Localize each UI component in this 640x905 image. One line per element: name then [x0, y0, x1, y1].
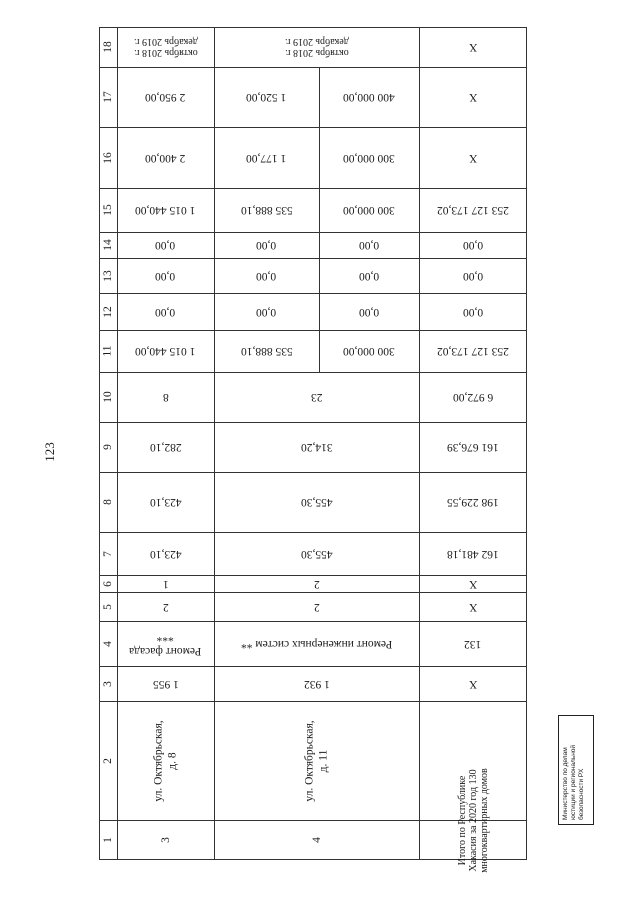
- total-col7: 162 481,18: [447, 547, 499, 560]
- row3-col11: 1 015 440,00: [135, 345, 196, 357]
- row4-col10: 23: [310, 391, 323, 403]
- row4a-col11: 535 888,10: [240, 345, 293, 357]
- rotated-table: 1 2 3 4 5 6 7 8 9 10 11 12 13 14 15 16 17 18 3 ул. Октябрьская, д. 8 1 955 Ремонт фасада *** 2 1 423,10 423,10 282,10 8 1 015 440,00 0,00 0,00 0,00 1 015 440,00 2 400,00 2 950,00 октябрь 2018 г. декабрь 2019 г. 4 ул. Октябрьская, д. 11 1 932 Ремонт инженерных систем ** 2 2 455,30 455,30 314,20 23 535 888,10 300 000,00 0,00 0,00 0,00 0,00 0,00 0,00 535 888,10 300 000,00 1 177,00 300 000,00 1 520,00 400 000,00 октябрь 2018 г. декабрь 2019 г. Итого по Республике Хакасия за 2020 год 130 многоквартирных домов X 132 X X 162 481,18 198 229,55 161 676,39 6 972,00 253 127 173,02 0,00 0,00 0,00 253 127 173,02 X X X: [99, 27, 527, 860]
- row4a-col13: 0,00: [256, 269, 277, 282]
- column-number-6: 6: [102, 580, 114, 587]
- column-number-9: 9: [102, 444, 114, 450]
- stamp-line: юстиции и региональной: [570, 744, 577, 820]
- column-number-18: 18: [102, 41, 114, 53]
- row4-col4: Ремонт инженерных систем **: [240, 637, 393, 650]
- row4b-col15: 300 000,00: [343, 204, 395, 216]
- row4b-col11: 300 000,00: [343, 345, 395, 357]
- row3-col15: 1 015 440,00: [135, 204, 196, 216]
- total-col8: 198 229,55: [447, 496, 499, 508]
- column-number-13: 13: [102, 269, 114, 282]
- total-col12: 0,00: [462, 305, 484, 318]
- total-col17: X: [468, 91, 478, 103]
- row4-col8: 455,30: [300, 496, 333, 508]
- ministry-stamp: [558, 715, 594, 825]
- page-number: 123: [42, 442, 57, 462]
- total-col3: X: [468, 677, 478, 690]
- total-col4: 132: [464, 637, 482, 650]
- row3-col10: 8: [162, 391, 169, 403]
- column-number-15: 15: [102, 204, 114, 216]
- column-number-4: 4: [102, 640, 114, 647]
- stamp-line: безопасности РХ: [578, 768, 585, 820]
- total-col5: X: [468, 600, 478, 613]
- row3-col14: 0,00: [155, 239, 176, 251]
- row4a-col12: 0,00: [256, 305, 277, 318]
- row3-col17: 2 950,00: [145, 91, 186, 103]
- column-number-11: 11: [101, 345, 114, 357]
- row4b-col14: 0,00: [358, 239, 380, 251]
- row3-col12: 0,00: [155, 305, 176, 318]
- row3-col7: 423,10: [149, 547, 182, 560]
- column-number-2: 2: [102, 757, 114, 764]
- row4a-col17: 1 520,00: [246, 91, 287, 103]
- row4a-col15: 535 888,10: [240, 204, 293, 216]
- column-number-3: 3: [102, 680, 114, 687]
- row4a-col14: 0,00: [256, 239, 277, 251]
- row3-col8: 423,10: [149, 496, 182, 508]
- row4-col3: 1 932: [303, 677, 330, 690]
- column-number-5: 5: [102, 603, 114, 610]
- row3-col5: 2: [162, 600, 169, 613]
- row3-col4: Ремонт фасада ***: [129, 630, 202, 657]
- row4-col5: 2: [313, 600, 320, 613]
- column-number-7: 7: [102, 550, 114, 557]
- total-col13: 0,00: [462, 269, 484, 282]
- total-col11: 253 127 173,02: [437, 345, 509, 357]
- row3-col9: 282,10: [149, 441, 182, 453]
- total-col10: 6 972,00: [452, 391, 494, 403]
- row4-col18: октябрь 2018 г. декабрь 2019 г.: [284, 36, 349, 58]
- total-col6: X: [468, 577, 478, 590]
- row3-col13: 0,00: [155, 269, 176, 282]
- row3-address: ул. Октябрьская, д. 8: [152, 719, 179, 802]
- column-number-12: 12: [102, 305, 114, 318]
- column-number-10: 10: [102, 391, 114, 403]
- row3-col18: октябрь 2018 г. декабрь 2019 г.: [133, 36, 198, 58]
- total-col16: X: [468, 151, 478, 164]
- row4-col6: 2: [313, 577, 320, 590]
- row3-col6: 1: [162, 577, 169, 590]
- total-col9: 161 676,39: [447, 441, 499, 453]
- total-col15: 253 127 173,02: [437, 204, 509, 216]
- row3-col3: 1 955: [152, 677, 179, 690]
- row3-col1: 3: [159, 837, 172, 843]
- column-number-17: 17: [102, 91, 114, 103]
- column-number-16: 16: [102, 151, 114, 164]
- row4b-col17: 400 000,00: [343, 91, 395, 103]
- row4-col7: 455,30: [300, 547, 333, 560]
- total-col18: X: [468, 41, 478, 53]
- row4-col1: 4: [310, 837, 323, 843]
- row4b-col16: 300 000,00: [343, 151, 395, 164]
- row4-col9: 314,20: [300, 441, 333, 453]
- row3-col16: 2 400,00: [145, 151, 186, 164]
- column-number-8: 8: [102, 499, 114, 505]
- column-number-1: 1: [102, 837, 114, 843]
- row4b-col13: 0,00: [358, 269, 380, 282]
- stamp-line: Министерство по делам: [562, 747, 569, 820]
- column-number-14: 14: [102, 239, 114, 251]
- total-col14: 0,00: [462, 239, 484, 251]
- row4b-col12: 0,00: [358, 305, 380, 318]
- row4-address: ул. Октябрьская, д. 11: [303, 719, 330, 802]
- row4a-col16: 1 177,00: [246, 151, 287, 164]
